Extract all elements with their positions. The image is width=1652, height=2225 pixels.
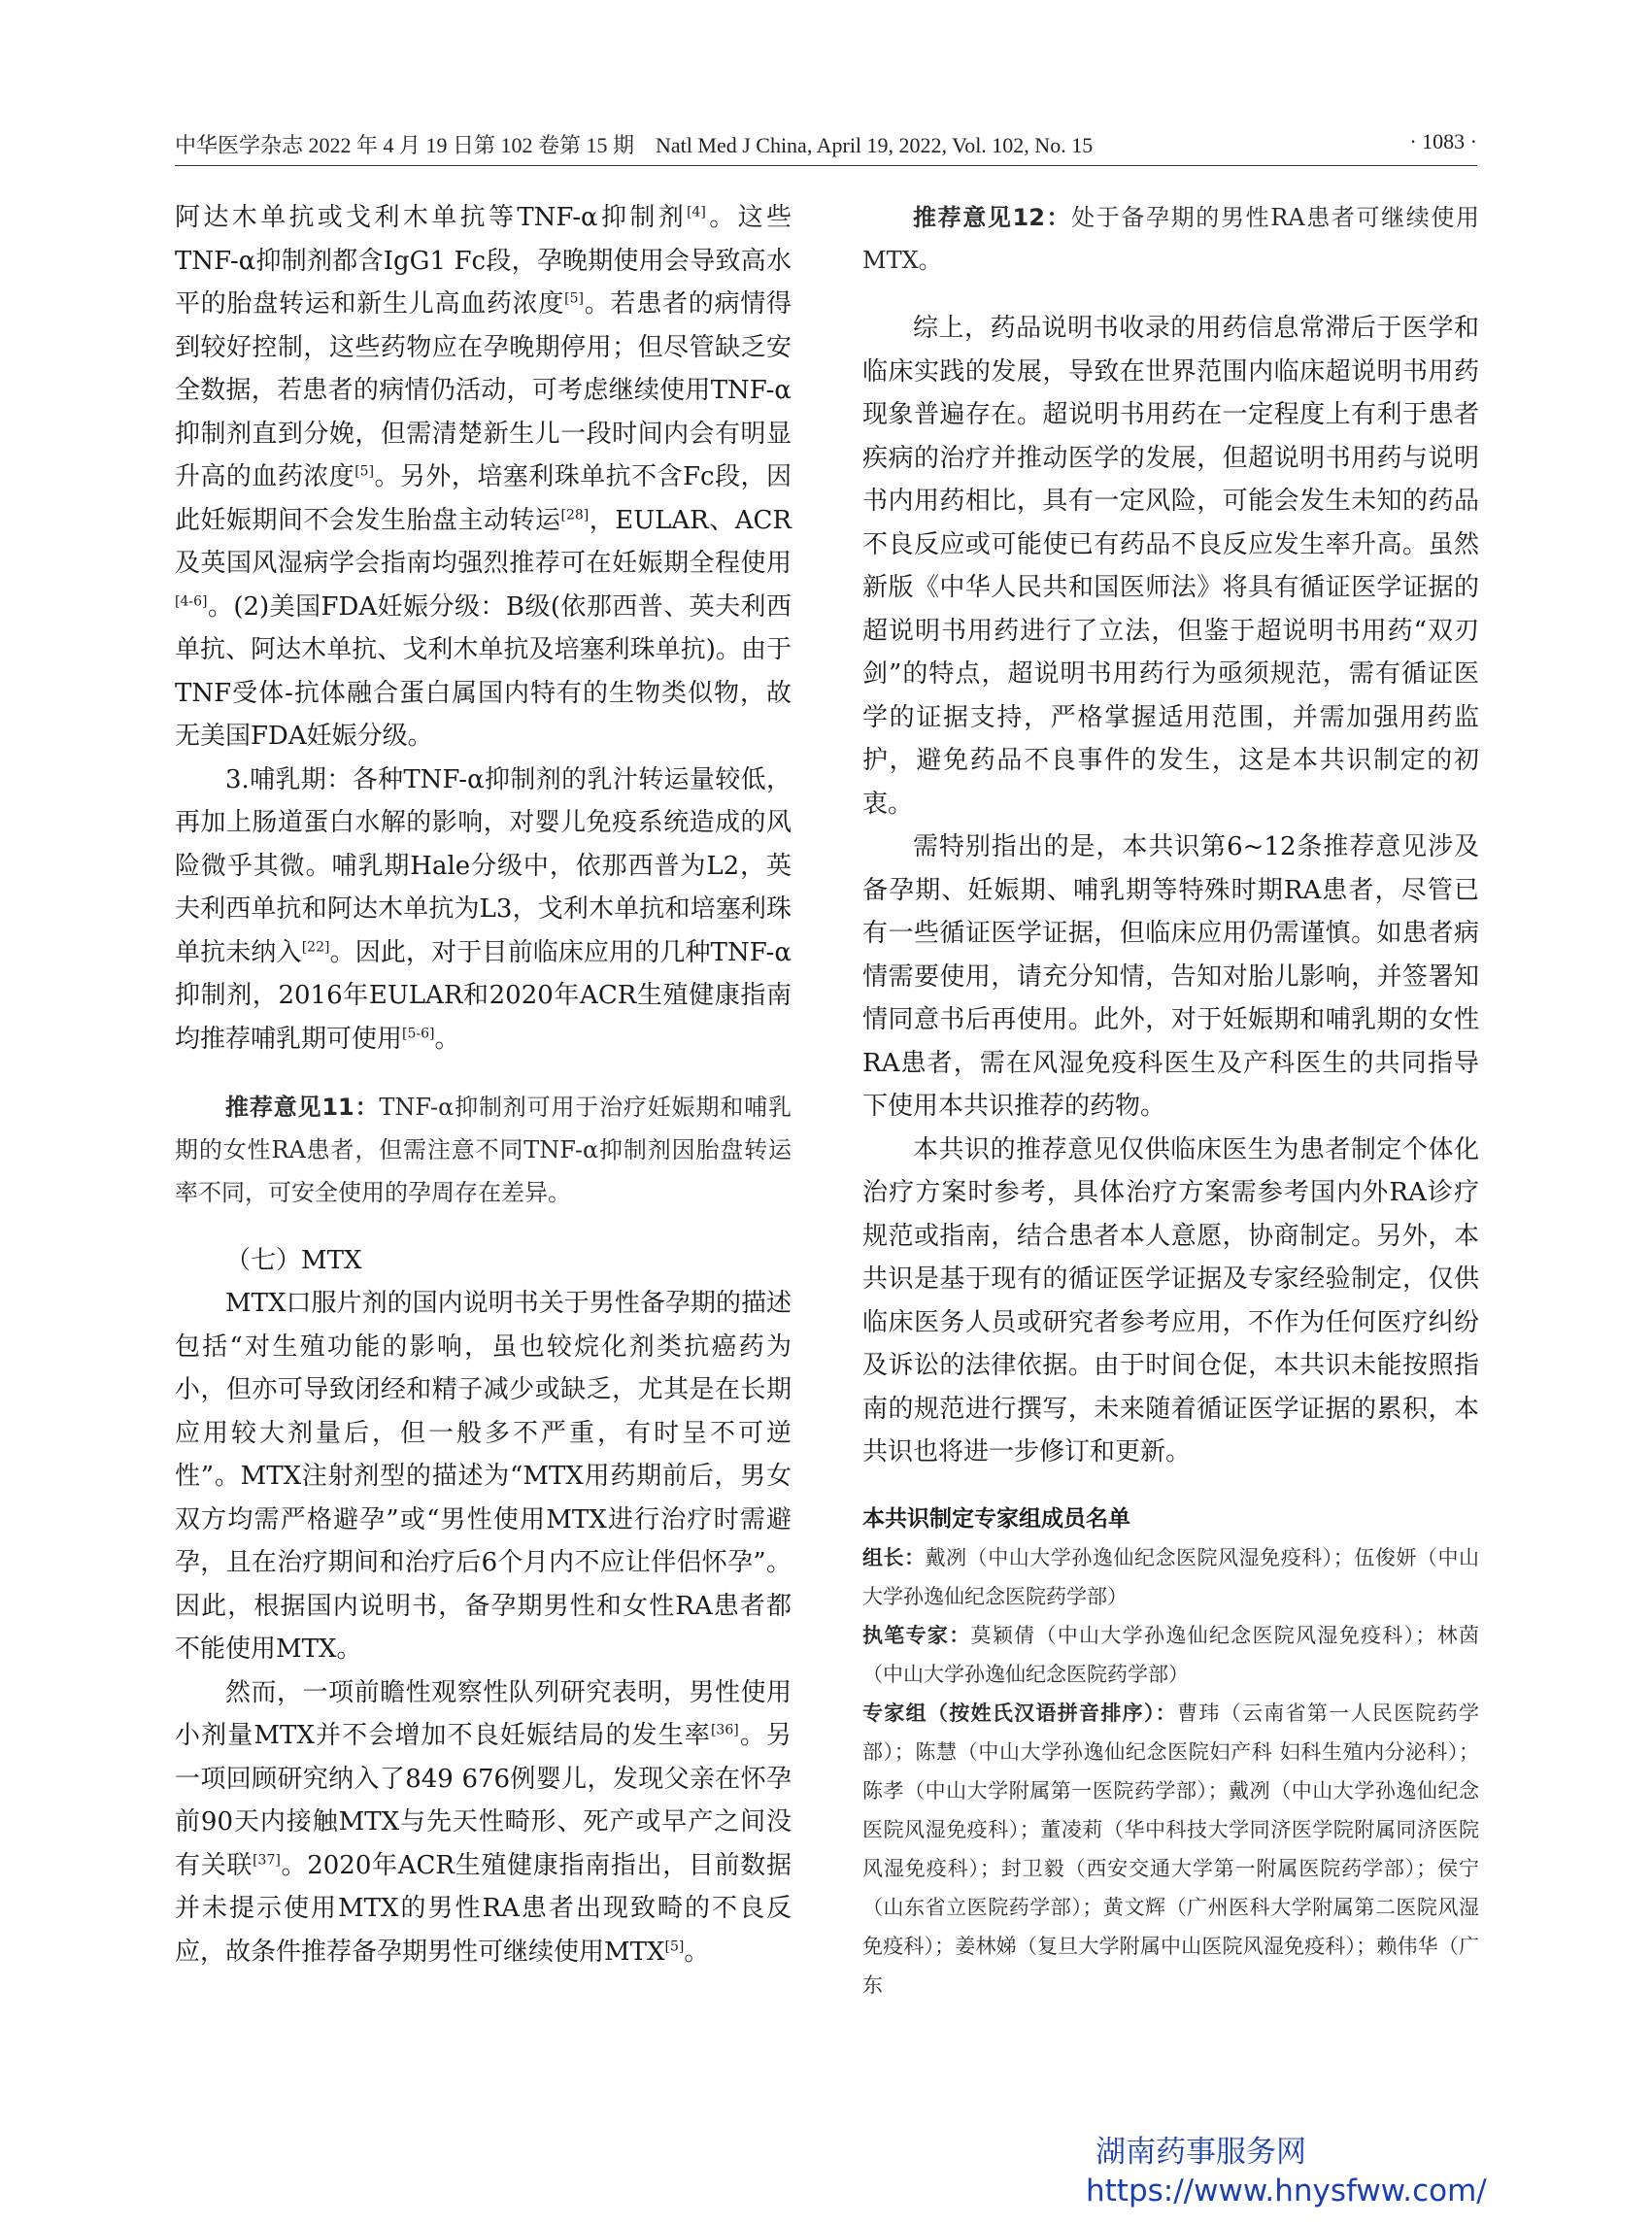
members-title: 本共识制定专家组成员名单	[862, 1505, 1130, 1532]
citation-ref: [5]	[564, 290, 585, 307]
member-list: 戴冽（中山大学孙逸仙纪念医院风湿免疫科）；伍俊妍（中山大学孙逸仙纪念医院药学部）	[862, 1545, 1480, 1608]
left-column	[175, 196, 792, 1973]
members-expert-group	[862, 1694, 1479, 2005]
recommendation-12	[862, 196, 1479, 282]
text-run: 。这些TNF-α抑制剂都含IgG1 Fc段，孕晚期使用会导致高水平的胎盘转运和新生儿高血药浓度	[175, 203, 792, 319]
paragraph-summary: 综上，药品说明书收录的用药信息常滞后于医学和临床实践的发展，导致在世界范围内临床超说明书用药现象普遍存在。超说明书用药在一定程度上有利于患者疾病的治疗并推动医学的发展，但超说明书用药与说明书内用药相比，具有一定风险，可能会发生未知的药品不良反应或可能使已有药品不良反应发生率升高。虽然新版《中华人民共和国医师法》将具有循证医学证据的超说明书用药进行了立法，但鉴于超说明书用药“双刃剑”的特点，超说明书用药行为亟须规范，需有循证医学的证据支持，严格掌握适用范围，并需加强用药监护，避免药品不良事件的发生，这是本共识制定的初衷。	[862, 314, 1479, 819]
paragraph-mtx-evidence	[175, 1671, 792, 1974]
paragraph-special-note: 需特别指出的是，本共识第6~12条推荐意见涉及备孕期、妊娠期、哺乳期等特殊时期RA患者，尽管已有一些循证医学证据，但临床应用仍需谨慎。如患者病情需要使用，请充分知情，告知对胎儿影响，并签署知情同意书后再使用。此外，对于妊娠期和哺乳期的女性RA患者，需在风湿免疫科医生及产科医生的共同指导下使用本共识推荐的药物。	[862, 832, 1479, 1121]
header-rule	[175, 165, 1477, 166]
citation-ref: [5-6]	[402, 1025, 435, 1041]
watermark-site-name: 湖南药事服务网	[1096, 2135, 1306, 2170]
members-writers	[862, 1616, 1479, 1694]
text-run: 阿达木单抗或戈利木单抗等TNF-α抑制剂	[175, 203, 688, 232]
text-run: 。因此，对于目前临床应用的几种TNF-α抑制剂，2016年EULAR和2020年ACR生殖健康指南均推荐哺乳期可使用	[175, 937, 792, 1054]
running-header	[175, 129, 1477, 159]
members-leaders	[862, 1538, 1479, 1616]
section-heading-mtx: （七）MTX	[225, 1246, 362, 1275]
recommendation-11	[175, 1086, 792, 1214]
citation-ref: [28]	[560, 506, 590, 523]
role-label: 组长：	[862, 1545, 926, 1569]
paragraph-disclaimer: 本共识的推荐意见仅供临床医生为患者制定个体化治疗方案时参考，具体治疗方案需参考国内外RA诊疗规范或指南，结合患者本人意愿，协商制定。另外，本共识是基于现有的循证医学证据及专家经验制定，仅供临床医务人员或研究者参考应用，不作为任何医疗纠纷及诉讼的法律依据。由于时间仓促，本共识未能按照指南的规范进行撰写，未来随着循证医学证据的累积，本共识也将进一步修订和更新。	[862, 1134, 1479, 1466]
citation-ref: [5]	[664, 1938, 685, 1954]
paragraph-tnf-pregnancy	[175, 196, 792, 759]
citation-ref: [22]	[301, 938, 330, 955]
member-list: 曹玮（云南省第一人民医院药学部）；陈慧（中山大学孙逸仙纪念医院妇产科 妇科生殖内分泌科）；陈孝（中山大学附属第一医院药学部）；戴冽（中山大学孙逸仙纪念医院风湿免疫科）；董凌莉（华中科技大学同济医学院附属同济医院风湿免疫科）；封卫毅（西安交通大学第一附属医院药学部）；侯宁（山东省立医院药学部）；黄文辉（广州医科大学附属第二医院风湿免疫科）；姜林娣（复旦大学附属中山医院风湿免疫科）；赖伟华（广东	[862, 1701, 1480, 1997]
text-run: 。	[684, 1937, 710, 1967]
text-run: 。若患者的病情得到较好控制，这些药物应在孕晚期停用；但尽管缺乏安全数据，若患者的病情仍活动，可考虑继续使用TNF-α抑制剂直到分娩，但需清楚新生儿一段时间内会有明显升高的血药浓度	[175, 289, 792, 491]
watermark-url[interactable]: https://www.hnysfww.com/	[1086, 2174, 1487, 2208]
recommendation-label: 推荐意见11：	[225, 1094, 380, 1121]
citation-ref: [36]	[710, 1722, 739, 1738]
text-run: 。(2)美国FDA妊娠分级：B级(依那西普、英夫利西单抗、阿达木单抗、戈利木单抗及培塞利珠单抗)。由于TNF受体-抗体融合蛋白属国内特有的生物类似物，故无美国FDA妊娠分级。	[175, 591, 792, 751]
role-label: 专家组（按姓氏汉语拼音排序）：	[862, 1701, 1178, 1725]
text-run: 然而，一项前瞻性观察性队列研究表明，男性使用小剂量MTX并不会增加不良妊娠结局的发生率	[175, 1677, 792, 1750]
citation-ref: [5]	[354, 463, 375, 480]
journal-citation: 中华医学杂志 2022 年 4 月 19 日第 102 卷第 15 期 Natl Med J China, April 19, 2022, Vol. 102, No. 15	[175, 133, 1094, 157]
text-run: 。另一项回顾研究纳入了849 676例婴儿，发现父亲在怀孕前90天内接触MTX与先天性畸形、死产或早产之间没有关联	[175, 1721, 792, 1880]
page-number: · 1083 ·	[1409, 129, 1477, 153]
member-list: 莫颖倩（中山大学孙逸仙纪念医院风湿免疫科）；林茵（中山大学孙逸仙纪念医院药学部）	[862, 1623, 1480, 1686]
text-run: 。另外，培塞利珠单抗不含Fc段，因此妊娠期间不会发生胎盘主动转运	[175, 462, 792, 535]
paragraph-lactation	[175, 759, 792, 1062]
citation-ref: [37]	[253, 1851, 281, 1868]
paragraph-mtx-label: MTX口服片剂的国内说明书关于男性备孕期的描述包括“对生殖功能的影响，虽也较烷化剂类抗癌药为小，但亦可导致闭经和精子减少或缺乏，尤其是在长期应用较大剂量后，但一般多不严重，有时呈不可逆性”。MTX注射剂型的描述为“MTX用药期前后，男女双方均需严格避孕”或“男性使用MTX进行治疗时需避孕，且在治疗期间和治疗后6个月内不应让伴侣怀孕”。因此，根据国内说明书，备孕期男性和女性RA患者都不能使用MTX。	[175, 1289, 792, 1664]
text-run: 。2020年ACR生殖健康指南指出，目前数据并未提示使用MTX的男性RA患者出现致畸的不良反应，故条件推荐备孕期男性可继续使用MTX	[175, 1850, 792, 1967]
recommendation-text: 处于备孕期的男性RA患者可继续使用MTX。	[862, 204, 1479, 274]
site-watermark	[1086, 2133, 1494, 2210]
citation-ref: [4]	[687, 204, 706, 220]
text-run: 。	[434, 1024, 460, 1054]
recommendation-text: TNF-α抑制剂可用于治疗妊娠期和哺乳期的女性RA患者，但需注意不同TNF-α抑制剂因胎盘转运率不同，可安全使用的孕周存在差异。	[175, 1094, 792, 1206]
recommendation-label: 推荐意见12：	[913, 204, 1072, 231]
right-column	[862, 196, 1479, 2005]
role-label: 执笔专家：	[862, 1623, 971, 1647]
citation-ref: [4-6]	[175, 592, 208, 609]
text-run: 3.哺乳期：各种TNF-α抑制剂的乳汁转运量较低，再加上肠道蛋白水解的影响，对婴儿免疫系统造成的风险微乎其微。哺乳期Hale分级中，依那西普为L2，英夫利西单抗和阿达木单抗为L3，戈利木单抗和培塞利珠单抗未纳入	[175, 764, 792, 967]
text-run: ，EULAR、ACR及英国风湿病学会指南均强烈推荐可在妊娠期全程使用	[175, 505, 792, 578]
